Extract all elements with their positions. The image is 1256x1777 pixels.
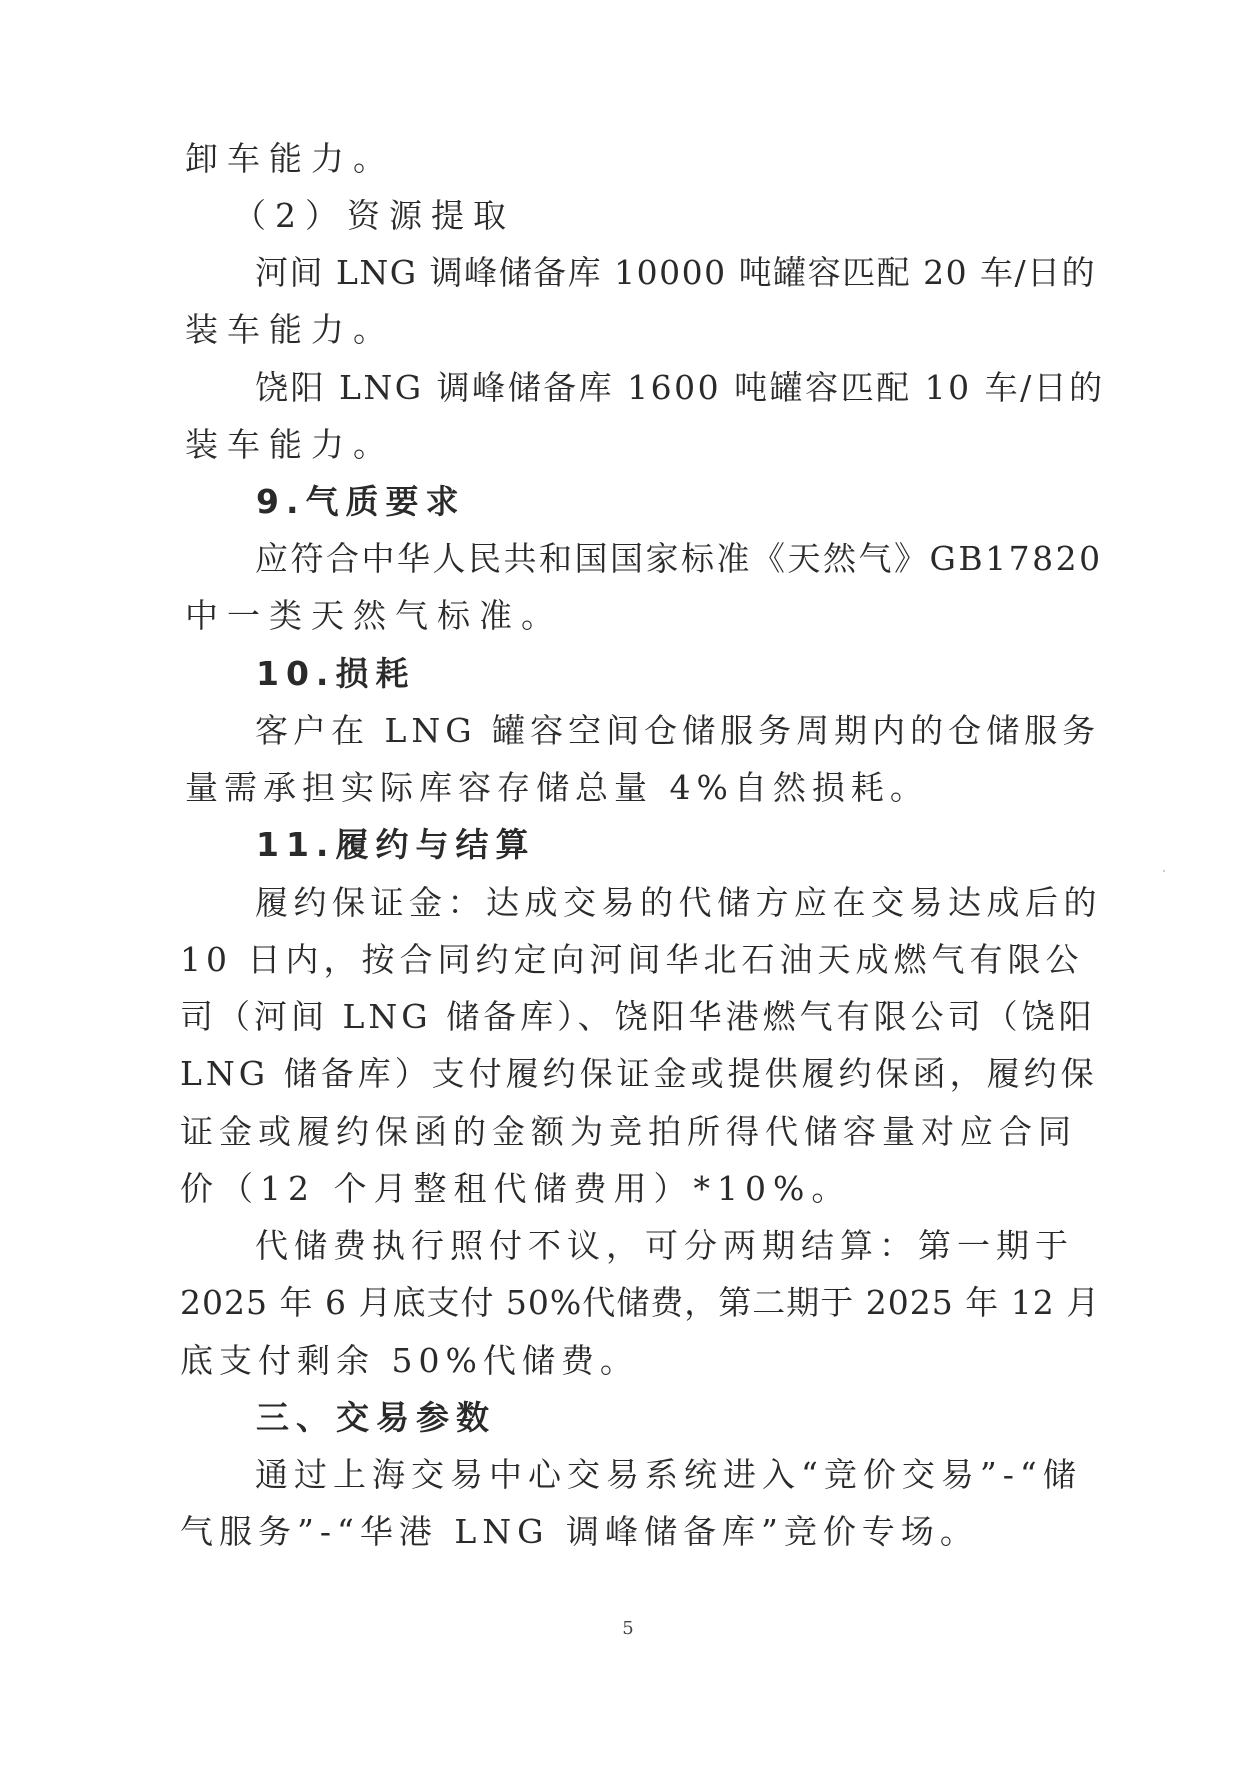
text-line: 司（河间 LNG 储备库）、饶阳华港燃气有限公司（饶阳 — [180, 997, 1096, 1036]
text-line: 卸车能力。 — [185, 139, 395, 178]
text-line: 量需承担实际库容存储总量 4%自然损耗。 — [185, 768, 929, 807]
text-line: 通过上海交易中心交易系统进入“竞价交易”-“储 — [255, 1455, 1082, 1494]
section-heading: 三、交易参数 — [256, 1398, 496, 1437]
text-line: 证金或履约保函的金额为竞拍所得代储容量对应合同 — [180, 1112, 1077, 1151]
section-heading: 11.履约与结算 — [256, 825, 536, 864]
section-heading: 10.损耗 — [256, 654, 416, 693]
page-number: 5 — [622, 1618, 634, 1639]
text-line: 中一类天然气标准。 — [185, 596, 563, 635]
text-line: 2025 年 6 月底支付 50%代储费，第二期于 2025 年 12 月 — [180, 1283, 1101, 1322]
text-line: 价（12 个月整租代储费用）*10%。 — [180, 1169, 852, 1208]
text-line: 代储费执行照付不议，可分两期结算：第一期于 — [255, 1226, 1074, 1265]
text-line: 应符合中华人民共和国国家标准《天然气》GB17820 — [255, 539, 1103, 578]
text-line: 底支付剩余 50%代储费。 — [180, 1341, 639, 1380]
text-line: LNG 储备库）支付履约保证金或提供履约保函，履约保 — [180, 1054, 1098, 1093]
text-line: 装车能力。 — [185, 310, 395, 349]
text-line: 河间 LNG 调峰储备库 10000 吨罐容匹配 20 车/日的 — [255, 253, 1097, 292]
text-line: 饶阳 LNG 调峰储备库 1600 吨罐容匹配 10 车/日的 — [255, 368, 1105, 407]
text-line: 10 日内，按合同约定向河间华北石油天成燃气有限公 — [180, 940, 1084, 979]
text-line: 装车能力。 — [185, 425, 395, 464]
text-line: 气服务”-“华港 LNG 调峰储备库”竞价专场。 — [180, 1512, 979, 1551]
scan-speck — [1163, 870, 1165, 872]
text-line: 履约保证金：达成交易的代储方应在交易达成后的 — [255, 883, 1102, 922]
section-heading: 9.气质要求 — [256, 482, 466, 521]
subsection-heading: （2）资源提取 — [233, 196, 515, 235]
text-line: 客户在 LNG 罐容空间仓储服务周期内的仓储服务 — [255, 711, 1101, 750]
